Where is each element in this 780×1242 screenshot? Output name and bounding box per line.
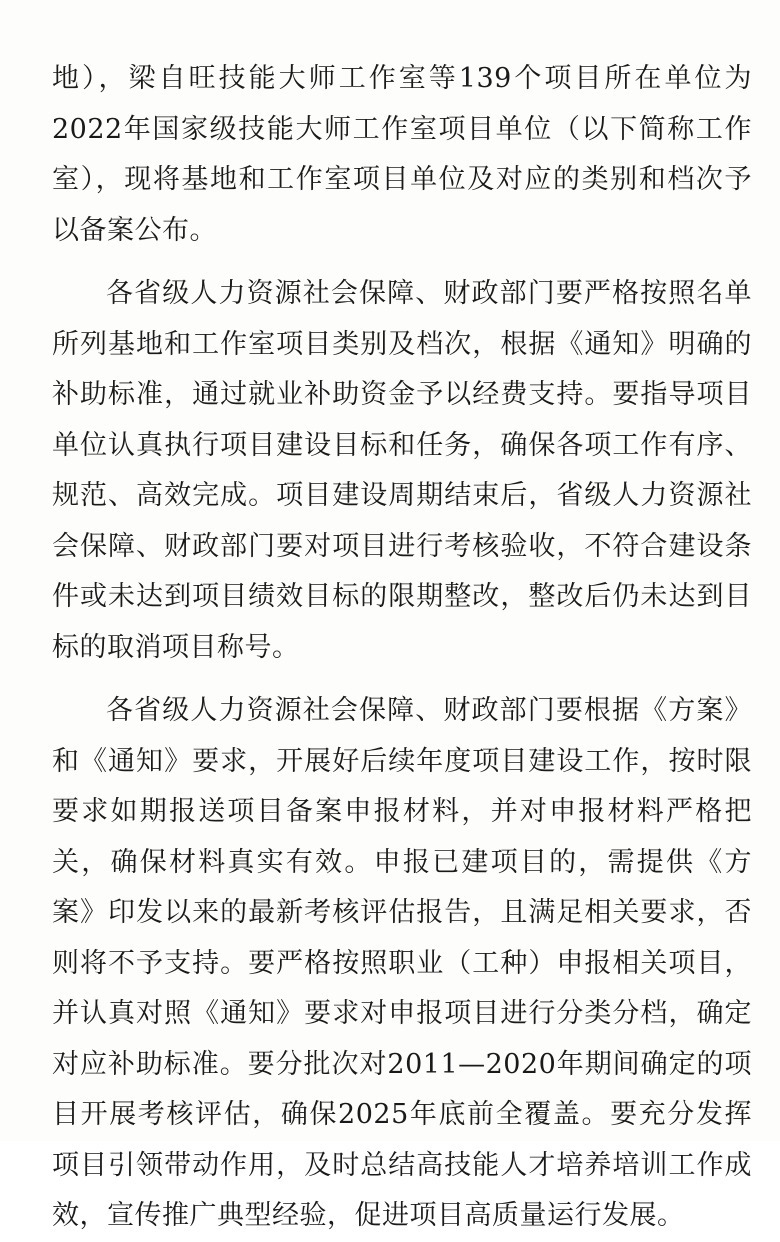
paragraph-follow-up-work: 各省级人力资源社会保障、财政部门要根据《方案》和《通知》要求，开展好后续年度项目建设工作，按时限要求如期报送项目备案申报材料，并对申报材料严格把关，确保材料真实有效。申报已建项目的，需提供《方案》印发以来的最新考核评估报告，且满足相关要求，否则将不予支持。要严格按照职业（工种）申报相关项目，并认真对照《通知》要求对申报项目进行分类分档，确定对应补助标准。要分批次对2011—2020年期间确定的项目开展考核评估，确保2025年底前全覆盖。要充分发挥项目引领带动作用，及时总结高技能人才培养培训工作成效，宣传推广典型经验，促进项目高质量运行发展。 <box>52 695 752 1231</box>
paragraph-funding-requirements: 各省级人力资源社会保障、财政部门要严格按照名单所列基地和工作室项目类别及档次，根据《通知》明确的补助标准，通过就业补助资金予以经费支持。要指导项目单位认真执行项目建设目标和任务，确保各项工作有序、规范、高效完成。项目建设周期结束后，省级人力资源社会保障、财政部门要对项目进行考核验收，不符合建设条件或未达到项目绩效目标的限期整改，整改后仍未达到目标的取消项目称号。 <box>52 278 752 663</box>
paragraph-continuation: 地），梁自旺技能大师工作室等139个项目所在单位为2022年国家级技能大师工作室项目单位（以下简称工作室），现将基地和工作室项目单位及对应的类别和档次予以备案公布。 <box>52 63 752 246</box>
document-body <box>52 54 752 1242</box>
